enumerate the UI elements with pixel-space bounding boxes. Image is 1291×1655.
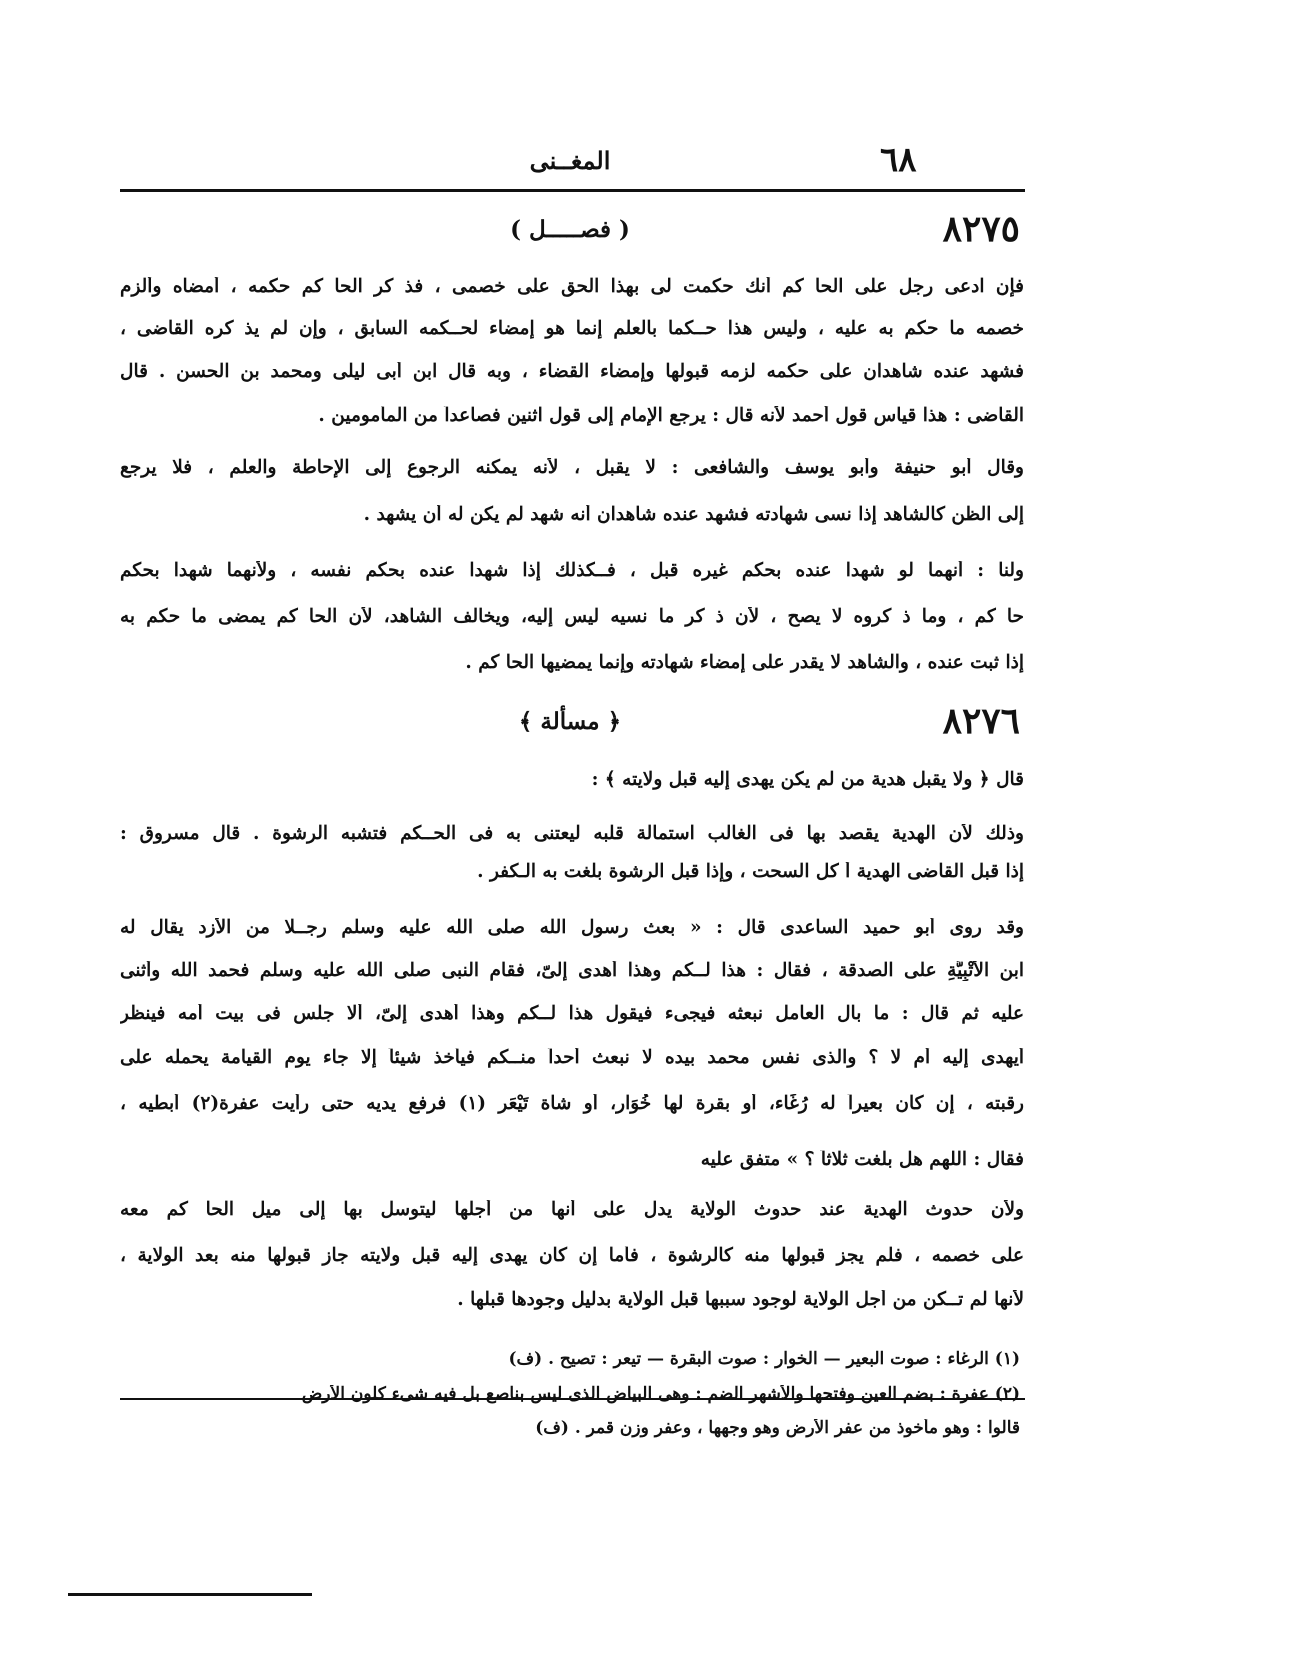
text-line: فشهد عنده شاهدان على حكمه لزمه قبولها وإمضاء القضاء ، وبه قال ابن أبى ليلى ومحمد بن الحسن . قال <box>120 362 1024 382</box>
footnote: قالوا : وهو مأخوذ من عفر الأرض وهو وجهها ، وعفر وزن قمر . (ف) <box>535 1419 1020 1438</box>
text-line: القاضى : هذا قياس قول أحمد لأنه قال : يرجع الإمام إلى قول اثنين فصاعداً من المأمومين . <box>318 406 1024 426</box>
section-number: ٨٢٧٥ <box>942 208 1020 250</box>
text-line: إلى الظن كالشاهد إذا نسى شهادته فشهد عنده شاهدان أنه شهد لم يكن له أن يشهد . <box>363 505 1024 525</box>
text-line: عليه ثم قال : ما بال العامل نبعثه فيجىء فيقول هذا لــكم وهذا أهدى إلىّ، ألا جلس فى بيت أمه فينظر <box>120 1004 1024 1024</box>
running-title: المغــنى <box>529 146 611 175</box>
text-line: ولنا : أنهما لو شهدا عنده بحكم غيره قبل ، فــكذلك إذا شهدا عنده بحكم نفسه ، ولأنهما شهدا بحكم <box>120 561 1024 581</box>
text-line: وذلك لأن الهدية يقصد بها فى الغالب استمالة قلبه ليعتنى به فى الحــكم فتشبه الرشوة . قال مسروق : <box>120 824 1024 844</box>
text-line: لأنها لم تــكن من أجل الولاية لوجود سببها قبل الولاية بدليل وجودها قبلها . <box>457 1290 1024 1310</box>
text-line: أيهدى إليه أم لا ؟ والذى نفس محمد بيده لا نبعث أحداً منــكم فيأخذ شيئاً إلا جاء يوم القيامة يحمله على <box>120 1048 1024 1068</box>
footnote: (١) الرغاء : صوت البعير — الخوار : صوت البقرة — تيعر : تصيح . (ف) <box>508 1350 1020 1369</box>
text-line: قال ﴿ ولا يقبل هدية من لم يكن يهدى إليه قبل ولايته ﴾ : <box>591 770 1024 790</box>
text-line: فقال : اللهم هل بلغت ثلاثاً ؟ » متفق عليه <box>700 1150 1024 1170</box>
page-number: ٦٨ <box>880 140 917 180</box>
text-line: ابن الأُتْبِيَّةِ على الصدقة ، فقال : هذا لــكم وهذا أُهدى إلىّ، فقام النبى صلى الله عليه وسلم فحمد الله وأثنى <box>120 961 1024 981</box>
text-line: حا كم ، وما ذ كروه لا يصح ، لأن ذ كر ما نسيه ليس إليه، ويخالف الشاهد، لأن الحا كم يمضى ما حكم به <box>120 607 1024 627</box>
section-title: ( فصـــــل ) <box>510 216 630 243</box>
footnote: (٢) عفرة : بضم العين وفتحها والأشهر الضم : وهى البياض الذى ليس بناصع بل فيه شىء كلون الأرض <box>301 1385 1020 1404</box>
text-line: فإن ادعى رجل على الحا كم أنك حكمت لى بهذا الحق على خصمى ، فذ كر الحا كم حكمه ، أمضاه وألزم <box>120 277 1024 297</box>
text-line: ولأن حدوث الهدية عند حدوث الولاية يدل على أنها من أجلها ليتوسل بها إلى ميل الحا كم معه <box>120 1200 1024 1220</box>
text-line: وقد روى أبو حميد الساعدى قال : « بعث رسول الله صلى الله عليه وسلم رجــلا من الأزد يقال له <box>120 918 1024 938</box>
text-line: رقبته ، إن كان بعيراً له رُغَاء، أو بقرة لها خُوَار، أو شاة تَيْعَر (١) فرفع يديه حتى رأيت عفرة(٢) أبطيه ، <box>120 1094 1024 1114</box>
text-line: وقال أبو حنيفة وأبو يوسف والشافعى : لا يقبل ، لأنه يمكنه الرجوع إلى الإحاطة والعلم ، فلا يرجع <box>120 458 1024 478</box>
section-title: ﴿ مسألة ﴾ <box>518 708 622 735</box>
header-rule <box>120 189 1025 192</box>
text-line: إذا قبل القاضى الهدية أ كل السحت ، وإذا قبل الرشوة بلغت به الـكفر . <box>477 862 1024 882</box>
text-line: إذا ثبت عنده ، والشاهد لا يقدر على إمضاء شهادته وإنما يمضيها الحا كم . <box>465 653 1024 673</box>
section-number: ٨٢٧٦ <box>942 700 1020 742</box>
text-line: على خصمه ، فلم يجز قبولها منه كالرشوة ، فأما إن كان يهدى إليه قبل ولايته جاز قبولها منه بعد الولاية ، <box>120 1246 1024 1266</box>
text-line: خصمه ما حكم به عليه ، وليس هذا حــكما بالعلم إنما هو إمضاء لحــكمه السابق ، وإن لم يذ كره القاضى ، <box>120 319 1024 339</box>
bottom-rule <box>68 1593 312 1596</box>
